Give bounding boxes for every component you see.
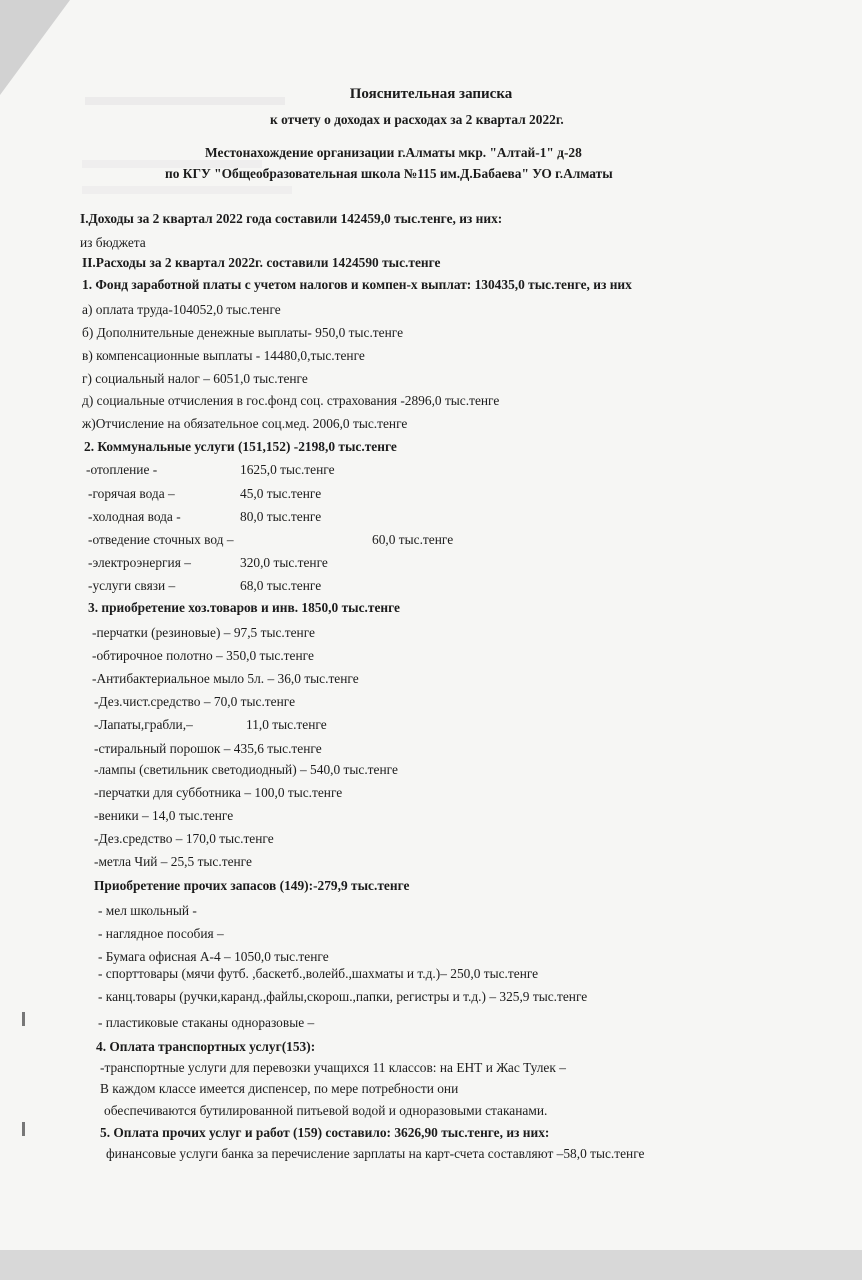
transport-item: В каждом классе имеется диспенсер, по мере потребности они <box>100 1081 459 1096</box>
utility-value: 1625,0 тыс.тенге <box>240 462 335 477</box>
utility-value: 80,0 тыс.тенге <box>240 509 322 524</box>
household-heading: 3. приобретение хоз.товаров и инв. 1850,0 тыс.тенге <box>88 600 400 615</box>
organization-name: по КГУ "Общеобразовательная школа №115 им.Д.Бабаева" УО г.Алматы <box>165 166 613 181</box>
household-item: -Лапаты,грабли,– <box>94 717 193 732</box>
household-item: -стиральный порошок – 435,6 тыс.тенге <box>94 741 322 756</box>
document-subtitle: к отчету о доходах и расходах за 2 квартал 2022г. <box>270 112 564 127</box>
household-item: -лампы (светильник светодиодный) – 540,0 тыс.тенге <box>94 762 398 777</box>
utility-name: -услуги связи – <box>88 578 176 593</box>
salary-item: в) компенсационные выплаты - 14480,0,тыс.тенге <box>82 348 365 363</box>
other-stock-item: - мел школьный - <box>98 903 197 918</box>
other-stock-item: - Бумага офисная А-4 – 1050,0 тыс.тенге <box>98 949 329 964</box>
household-item: -метла Чий – 25,5 тыс.тенге <box>94 854 252 869</box>
utility-name: -отведение сточных вод – <box>88 532 234 547</box>
folded-corner <box>0 0 70 95</box>
expenses-heading: II.Расходы за 2 квартал 2022г. составили 1424590 тыс.тенге <box>82 255 441 270</box>
other-stock-item: - пластиковые стаканы одноразовые – <box>98 1015 315 1030</box>
salary-item: г) социальный налог – 6051,0 тыс.тенге <box>82 371 308 386</box>
salary-item: д) социальные отчисления в гос.фонд соц. страхования -2896,0 тыс.тенге <box>82 393 500 408</box>
utility-value: 320,0 тыс.тенге <box>240 555 328 570</box>
utility-name: -электроэнергия – <box>88 555 191 570</box>
utility-value: 68,0 тыс.тенге <box>240 578 322 593</box>
scan-bottom-edge <box>0 1250 862 1280</box>
transport-item: обеспечиваются бутилированной питьевой водой и одноразовыми стаканами. <box>104 1103 548 1118</box>
household-item-value: 11,0 тыс.тенге <box>246 717 327 732</box>
utility-value: 45,0 тыс.тенге <box>240 486 322 501</box>
utility-value: 60,0 тыс.тенге <box>372 532 454 547</box>
other-stock-item: - спорттовары (мячи футб. ,баскетб.,волейб.,шахматы и т.д.)– 250,0 тыс.тенге <box>98 966 539 981</box>
household-item: -перчатки (резиновые) – 97,5 тыс.тенге <box>92 625 315 640</box>
income-source: из бюджета <box>80 235 146 250</box>
household-item: -Дез.средство – 170,0 тыс.тенге <box>94 831 274 846</box>
utility-name: -холодная вода - <box>88 509 181 524</box>
household-item: -веники – 14,0 тыс.тенге <box>94 808 234 823</box>
binding-mark <box>22 1012 25 1026</box>
organization-location: Местонахождение организации г.Алматы мкр. "Алтай-1" д-28 <box>205 145 582 160</box>
other-stock-heading: Приобретение прочих запасов (149):-279,9 тыс.тенге <box>94 878 410 893</box>
salary-item: б) Дополнительные денежные выплаты- 950,0 тыс.тенге <box>82 325 404 340</box>
salary-item: а) оплата труда-104052,0 тыс.тенге <box>82 302 281 317</box>
other-stock-item: - канц.товары (ручки,каранд.,файлы,скорош.,папки, регистры и т.д.) – 325,9 тыс.тенге <box>98 989 588 1004</box>
household-item: -Дез.чист.средство – 70,0 тыс.тенге <box>94 694 296 709</box>
utilities-heading: 2. Коммунальные услуги (151,152) -2198,0 тыс.тенге <box>84 439 397 454</box>
household-item: -обтирочное полотно – 350,0 тыс.тенге <box>92 648 314 663</box>
salary-heading: 1. Фонд заработной платы с учетом налогов и компен-х выплат: 130435,0 тыс.тенге, из них <box>82 277 632 292</box>
utility-name: -отопление - <box>86 462 158 477</box>
bleed-through <box>82 186 292 194</box>
transport-heading: 4. Оплата транспортных услуг(153): <box>96 1039 316 1054</box>
household-item: -перчатки для субботника – 100,0 тыс.тенге <box>94 785 343 800</box>
household-item: -Антибактериальное мыло 5л. – 36,0 тыс.тенге <box>92 671 359 686</box>
income-heading: I.Доходы за 2 квартал 2022 года составили 142459,0 тыс.тенге, из них: <box>80 211 503 226</box>
utility-name: -горячая вода – <box>88 486 175 501</box>
transport-item: -транспортные услуги для перевозки учащихся 11 классов: на ЕНТ и Жас Тулек – <box>100 1060 566 1075</box>
other-stock-item: - наглядное пособия – <box>98 926 224 941</box>
document-title: Пояснительная записка <box>349 86 513 102</box>
salary-item: ж)Отчисление на обязательное соц.мед. 2006,0 тыс.тенге <box>82 416 408 431</box>
services-item: финансовые услуги банка за перечисление зарплаты на карт-счета составляют –58,0 тыс.тенге <box>106 1146 645 1161</box>
services-heading: 5. Оплата прочих услуг и работ (159) составило: 3626,90 тыс.тенге, из них: <box>100 1125 550 1140</box>
binding-mark <box>22 1122 25 1136</box>
